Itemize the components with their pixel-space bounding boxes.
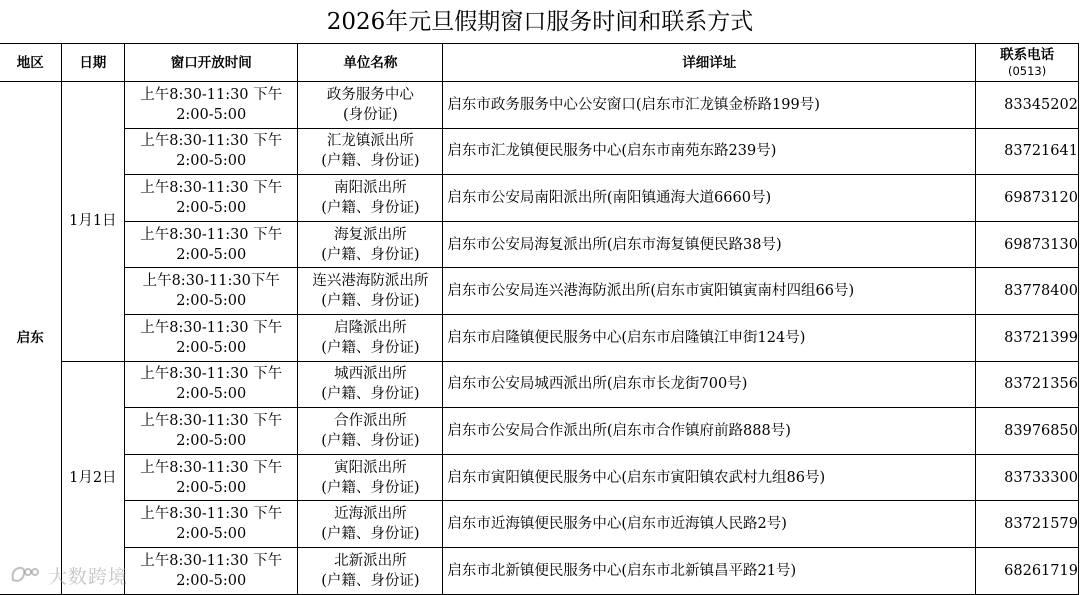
address-cell: 启东市公安局城西派出所(启东市长龙街700号) xyxy=(443,361,976,408)
header-hours: 窗口开放时间 xyxy=(125,44,298,82)
unit-name: 城西派出所 xyxy=(334,366,407,383)
unit-name: 连兴港海防派出所 xyxy=(312,273,429,290)
page-title: 2026年元旦假期窗口服务时间和联系方式 xyxy=(326,9,754,35)
hours-line-1: 上午8:30-11:30 下午 xyxy=(140,412,283,429)
phone-cell: 69873120 xyxy=(976,175,1079,222)
unit-service: (户籍、身份证) xyxy=(321,386,420,403)
hours-line-1: 上午8:30-11:30 下午 xyxy=(140,319,283,336)
address-cell: 启东市公安局连兴港海防派出所(启东市寅阳镇寅南村四组66号) xyxy=(443,268,976,315)
hours-line-1: 上午8:30-11:30 下午 xyxy=(140,86,283,103)
date-cell: 1月1日 xyxy=(61,82,125,362)
header-address: 详细详址 xyxy=(443,44,976,82)
header-region: 地区 xyxy=(0,44,61,82)
unit-service: (户籍、身份证) xyxy=(321,339,420,356)
table-row xyxy=(0,361,1079,408)
unit-cell xyxy=(298,314,443,361)
hours-line-1: 上午8:30-11:30 下午 xyxy=(140,226,283,243)
unit-service: (户籍、身份证) xyxy=(321,293,420,310)
unit-service: (户籍、身份证) xyxy=(321,526,420,543)
hours-line-1: 上午8:30-11:30 下午 xyxy=(140,366,283,383)
hours-line-2: 2:00-5:00 xyxy=(176,246,247,263)
unit-cell xyxy=(298,221,443,268)
address-cell: 启东市汇龙镇便民服务中心(启东市南苑东路239号) xyxy=(443,128,976,175)
unit-name: 北新派出所 xyxy=(334,552,407,569)
unit-name: 政务服务中心 xyxy=(326,86,414,103)
table-row xyxy=(0,128,1079,175)
hours-cell xyxy=(125,361,298,408)
service-schedule-table xyxy=(0,43,1079,595)
date-cell: 1月2日 xyxy=(61,361,125,594)
watermark-text: 大数跨境 xyxy=(48,565,129,588)
hours-line-2: 2:00-5:00 xyxy=(176,526,247,543)
hours-line-2: 2:00-5:00 xyxy=(176,199,247,216)
hours-cell xyxy=(125,175,298,222)
hours-cell xyxy=(125,501,298,548)
phone-cell: 83976850 xyxy=(976,408,1079,455)
hours-cell xyxy=(125,82,298,129)
unit-cell xyxy=(298,361,443,408)
unit-name: 海复派出所 xyxy=(334,226,407,243)
address-cell: 启东市启隆镇便民服务中心(启东市启隆镇江申街124号) xyxy=(443,314,976,361)
hours-line-1: 上午8:30-11:30 下午 xyxy=(140,552,283,569)
unit-cell xyxy=(298,454,443,501)
watermark xyxy=(10,560,128,590)
brand-logo-icon xyxy=(10,564,40,586)
unit-service: (户籍、身份证) xyxy=(321,432,420,449)
hours-line-1: 上午8:30-11:30下午 xyxy=(142,273,280,290)
address-cell: 启东市寅阳镇便民服务中心(启东市寅阳镇农武村九组86号) xyxy=(443,454,976,501)
hours-line-2: 2:00-5:00 xyxy=(176,479,247,496)
table-row xyxy=(0,82,1079,129)
hours-cell xyxy=(125,221,298,268)
phone-cell: 83345202 xyxy=(976,82,1079,129)
table-header-row xyxy=(0,44,1079,82)
hours-cell xyxy=(125,547,298,594)
header-phone-label: 联系电话 xyxy=(1000,47,1055,63)
unit-service: (户籍、身份证) xyxy=(321,199,420,216)
unit-service: (户籍、身份证) xyxy=(321,153,420,170)
phone-cell: 83721641 xyxy=(976,128,1079,175)
unit-cell xyxy=(298,128,443,175)
address-cell: 启东市公安局海复派出所(启东市海复镇便民路38号) xyxy=(443,221,976,268)
hours-line-2: 2:00-5:00 xyxy=(176,106,247,123)
unit-cell xyxy=(298,175,443,222)
table-row xyxy=(0,501,1079,548)
hours-cell xyxy=(125,268,298,315)
phone-cell: 83721579 xyxy=(976,501,1079,548)
header-date: 日期 xyxy=(61,44,125,82)
hours-line-2: 2:00-5:00 xyxy=(176,339,247,356)
unit-cell xyxy=(298,82,443,129)
unit-service: (户籍、身份证) xyxy=(321,479,420,496)
hours-line-1: 上午8:30-11:30 下午 xyxy=(140,179,283,196)
header-unit: 单位名称 xyxy=(298,44,443,82)
hours-cell xyxy=(125,128,298,175)
unit-name: 寅阳派出所 xyxy=(334,459,407,476)
hours-line-2: 2:00-5:00 xyxy=(176,386,247,403)
table-row xyxy=(0,221,1079,268)
address-cell: 启东市公安局合作派出所(启东市合作镇府前路888号) xyxy=(443,408,976,455)
header-phone-areacode: (0513) xyxy=(1007,64,1047,78)
address-cell: 启东市近海镇便民服务中心(启东市近海镇人民路2号) xyxy=(443,501,976,548)
header-phone xyxy=(976,44,1079,82)
unit-cell xyxy=(298,547,443,594)
phone-cell: 83721356 xyxy=(976,361,1079,408)
phone-cell: 83721399 xyxy=(976,314,1079,361)
hours-line-1: 上午8:30-11:30 下午 xyxy=(140,459,283,476)
unit-service: (户籍、身份证) xyxy=(321,246,420,263)
unit-name: 南阳派出所 xyxy=(334,179,407,196)
phone-cell: 68261719 xyxy=(976,547,1079,594)
hours-line-2: 2:00-5:00 xyxy=(176,432,247,449)
unit-service: (户籍、身份证) xyxy=(321,572,420,589)
hours-line-2: 2:00-5:00 xyxy=(176,572,247,589)
hours-cell xyxy=(125,454,298,501)
hours-cell xyxy=(125,314,298,361)
unit-cell xyxy=(298,408,443,455)
address-cell: 启东市政务服务中心公安窗口(启东市汇龙镇金桥路199号) xyxy=(443,82,976,129)
region-cell: 启东 xyxy=(0,82,61,595)
hours-line-2: 2:00-5:00 xyxy=(176,293,247,310)
unit-name: 汇龙镇派出所 xyxy=(326,133,414,150)
hours-line-1: 上午8:30-11:30 下午 xyxy=(140,506,283,523)
table-row xyxy=(0,314,1079,361)
unit-cell xyxy=(298,501,443,548)
phone-cell: 83778400 xyxy=(976,268,1079,315)
table-row xyxy=(0,454,1079,501)
unit-cell xyxy=(298,268,443,315)
hours-line-1: 上午8:30-11:30 下午 xyxy=(140,133,283,150)
phone-cell: 69873130 xyxy=(976,221,1079,268)
unit-name: 近海派出所 xyxy=(334,506,407,523)
unit-name: 启隆派出所 xyxy=(334,319,407,336)
hours-line-2: 2:00-5:00 xyxy=(176,153,247,170)
phone-cell: 83733300 xyxy=(976,454,1079,501)
table-row xyxy=(0,268,1079,315)
table-row xyxy=(0,547,1079,594)
unit-name: 合作派出所 xyxy=(334,412,407,429)
address-cell: 启东市公安局南阳派出所(南阳镇通海大道6660号) xyxy=(443,175,976,222)
hours-cell xyxy=(125,408,298,455)
unit-service: (身份证) xyxy=(342,106,398,123)
table-row xyxy=(0,408,1079,455)
table-row xyxy=(0,175,1079,222)
address-cell: 启东市北新镇便民服务中心(启东市北新镇昌平路21号) xyxy=(443,547,976,594)
